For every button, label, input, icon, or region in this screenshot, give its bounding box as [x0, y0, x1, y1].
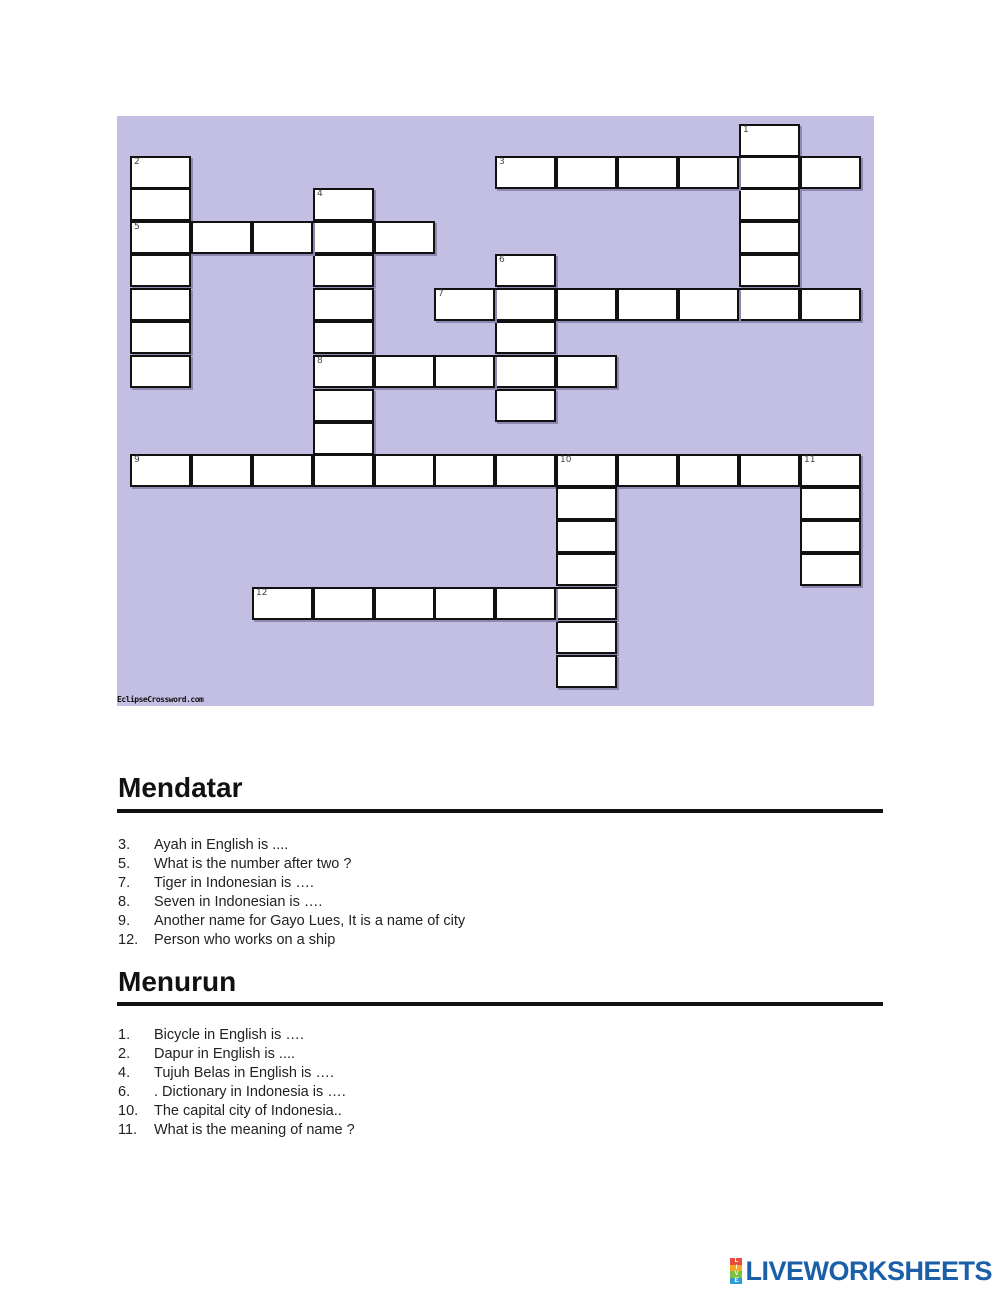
clue-text: Tiger in Indonesian is …. [154, 875, 314, 891]
crossword-cell[interactable] [495, 156, 556, 189]
clue-text: What is the meaning of name ? [154, 1122, 355, 1138]
crossword-grid [117, 116, 874, 706]
clue-item [118, 1102, 355, 1121]
crossword-cell[interactable] [739, 156, 800, 189]
crossword-cell[interactable] [252, 221, 313, 254]
crossword-cell[interactable] [556, 621, 617, 654]
crossword-cell[interactable] [739, 221, 800, 254]
crossword-cell[interactable] [252, 454, 313, 487]
clue-text: What is the number after two ? [154, 856, 352, 872]
crossword-cell[interactable] [617, 454, 678, 487]
crossword-cell[interactable] [130, 221, 191, 254]
crossword-cell[interactable] [739, 454, 800, 487]
crossword-cell[interactable] [678, 288, 739, 321]
crossword-cell[interactable] [313, 221, 374, 254]
crossword-cell[interactable] [313, 422, 374, 455]
logo-letter: I [730, 1265, 742, 1272]
clue-text: . Dictionary in Indonesia is …. [154, 1084, 346, 1100]
down-divider [117, 1002, 883, 1006]
crossword-cell[interactable] [556, 553, 617, 586]
crossword-cell[interactable] [434, 587, 495, 620]
clue-number: 4. [118, 1065, 131, 1081]
clue-number: 1. [118, 1027, 131, 1043]
clue-text: Another name for Gayo Lues, It is a name of city [154, 913, 466, 929]
across-clue-list [118, 836, 465, 950]
clue-item [118, 1045, 355, 1064]
clue-number: 12. [118, 932, 139, 948]
crossword-cell[interactable] [313, 188, 374, 221]
cell-number: 5 [134, 222, 140, 232]
logo-letter: E [730, 1278, 742, 1285]
cell-number: 2 [134, 157, 140, 167]
down-clue-list [118, 1026, 355, 1140]
crossword-cell[interactable] [556, 487, 617, 520]
crossword-cell[interactable] [434, 288, 495, 321]
cell-number: 1 [743, 125, 749, 135]
clue-text: Ayah in English is .... [154, 837, 289, 853]
crossword-cell[interactable] [678, 454, 739, 487]
clue-item [118, 931, 465, 950]
clue-text: Bicycle in English is …. [154, 1027, 304, 1043]
liveworksheets-brand [730, 1255, 992, 1287]
logo-letter: V [730, 1271, 742, 1278]
crossword-cell[interactable] [556, 520, 617, 553]
cell-number: 11 [804, 455, 816, 465]
crossword-cell[interactable] [313, 587, 374, 620]
crossword-cell[interactable] [495, 321, 556, 354]
crossword-cell[interactable] [495, 389, 556, 422]
crossword-cell[interactable] [495, 355, 556, 388]
clue-item [118, 1083, 355, 1102]
crossword-cell[interactable] [434, 355, 495, 388]
across-title: Mendatar [118, 772, 243, 803]
clue-item [118, 1064, 355, 1083]
crossword-cell[interactable] [130, 355, 191, 388]
puzzle-credit: EclipseCrossword.com [117, 695, 204, 704]
clue-number: 3. [118, 837, 131, 853]
crossword-cell[interactable] [800, 156, 861, 189]
clue-number: 7. [118, 875, 131, 891]
crossword-cell[interactable] [800, 520, 861, 553]
crossword-cell[interactable] [556, 587, 617, 620]
crossword-cell[interactable] [739, 288, 800, 321]
cell-number: 3 [499, 157, 505, 167]
crossword-cell[interactable] [130, 156, 191, 189]
crossword-cell[interactable] [739, 124, 800, 157]
clue-item [118, 1026, 355, 1045]
crossword-cell[interactable] [191, 221, 252, 254]
crossword-cell[interactable] [495, 254, 556, 287]
crossword-cell[interactable] [556, 355, 617, 388]
cell-number: 8 [317, 356, 323, 366]
crossword-cell[interactable] [374, 587, 435, 620]
crossword-cell[interactable] [130, 454, 191, 487]
brand-name: LIVEWORKSHEETS [745, 1255, 992, 1286]
liveworksheets-logo-icon [730, 1258, 742, 1284]
down-title: Menurun [118, 966, 237, 997]
clue-number: 5. [118, 856, 131, 872]
crossword-cell[interactable] [495, 587, 556, 620]
clue-item [118, 836, 465, 855]
crossword-cell[interactable] [130, 254, 191, 287]
clue-item [118, 893, 465, 912]
clue-number: 6. [118, 1084, 131, 1100]
clue-text: Seven in Indonesian is …. [154, 894, 323, 910]
clue-text: Tujuh Belas in English is …. [154, 1065, 334, 1081]
crossword-cell[interactable] [739, 188, 800, 221]
crossword-cell[interactable] [556, 454, 617, 487]
crossword-cell[interactable] [556, 288, 617, 321]
clue-text: Person who works on a ship [154, 932, 336, 948]
crossword-cell[interactable] [313, 254, 374, 287]
crossword-cell[interactable] [313, 454, 374, 487]
crossword-cell[interactable] [374, 355, 435, 388]
clue-number: 2. [118, 1046, 131, 1062]
crossword-cell[interactable] [617, 156, 678, 189]
clue-text: The capital city of Indonesia.. [154, 1103, 342, 1119]
crossword-cell[interactable] [313, 355, 374, 388]
crossword-cell[interactable] [800, 454, 861, 487]
crossword-cell[interactable] [556, 655, 617, 688]
crossword-cell[interactable] [800, 487, 861, 520]
clue-item [118, 1121, 355, 1140]
clue-item [118, 912, 465, 931]
crossword-cell[interactable] [374, 454, 435, 487]
clue-number: 9. [118, 913, 131, 929]
crossword-cell[interactable] [800, 553, 861, 586]
clue-number: 10. [118, 1103, 139, 1119]
cell-number: 9 [134, 455, 140, 465]
crossword-cell[interactable] [374, 221, 435, 254]
crossword-cell[interactable] [739, 254, 800, 287]
crossword-cell[interactable] [800, 288, 861, 321]
crossword-cell[interactable] [495, 288, 556, 321]
crossword-cell[interactable] [313, 389, 374, 422]
clue-number: 11. [118, 1122, 138, 1138]
clue-number: 8. [118, 894, 131, 910]
cell-number: 12 [256, 588, 268, 598]
crossword-cell[interactable] [617, 288, 678, 321]
logo-letter: L [730, 1258, 742, 1265]
across-divider [117, 809, 883, 813]
crossword-cell[interactable] [130, 288, 191, 321]
cell-number: 4 [317, 189, 323, 199]
crossword-cell[interactable] [313, 288, 374, 321]
clue-item [118, 874, 465, 893]
crossword-cell[interactable] [191, 454, 252, 487]
cell-number: 7 [438, 289, 444, 299]
crossword-cell[interactable] [495, 454, 556, 487]
cell-number: 10 [560, 455, 572, 465]
cell-number: 6 [499, 255, 505, 265]
crossword-cell[interactable] [556, 156, 617, 189]
clue-item [118, 855, 465, 874]
clue-text: Dapur in English is .... [154, 1046, 296, 1062]
crossword-cell[interactable] [130, 188, 191, 221]
crossword-cell[interactable] [434, 454, 495, 487]
crossword-cell[interactable] [313, 321, 374, 354]
crossword-cell[interactable] [130, 321, 191, 354]
crossword-cell[interactable] [252, 587, 313, 620]
crossword-cell[interactable] [678, 156, 739, 189]
